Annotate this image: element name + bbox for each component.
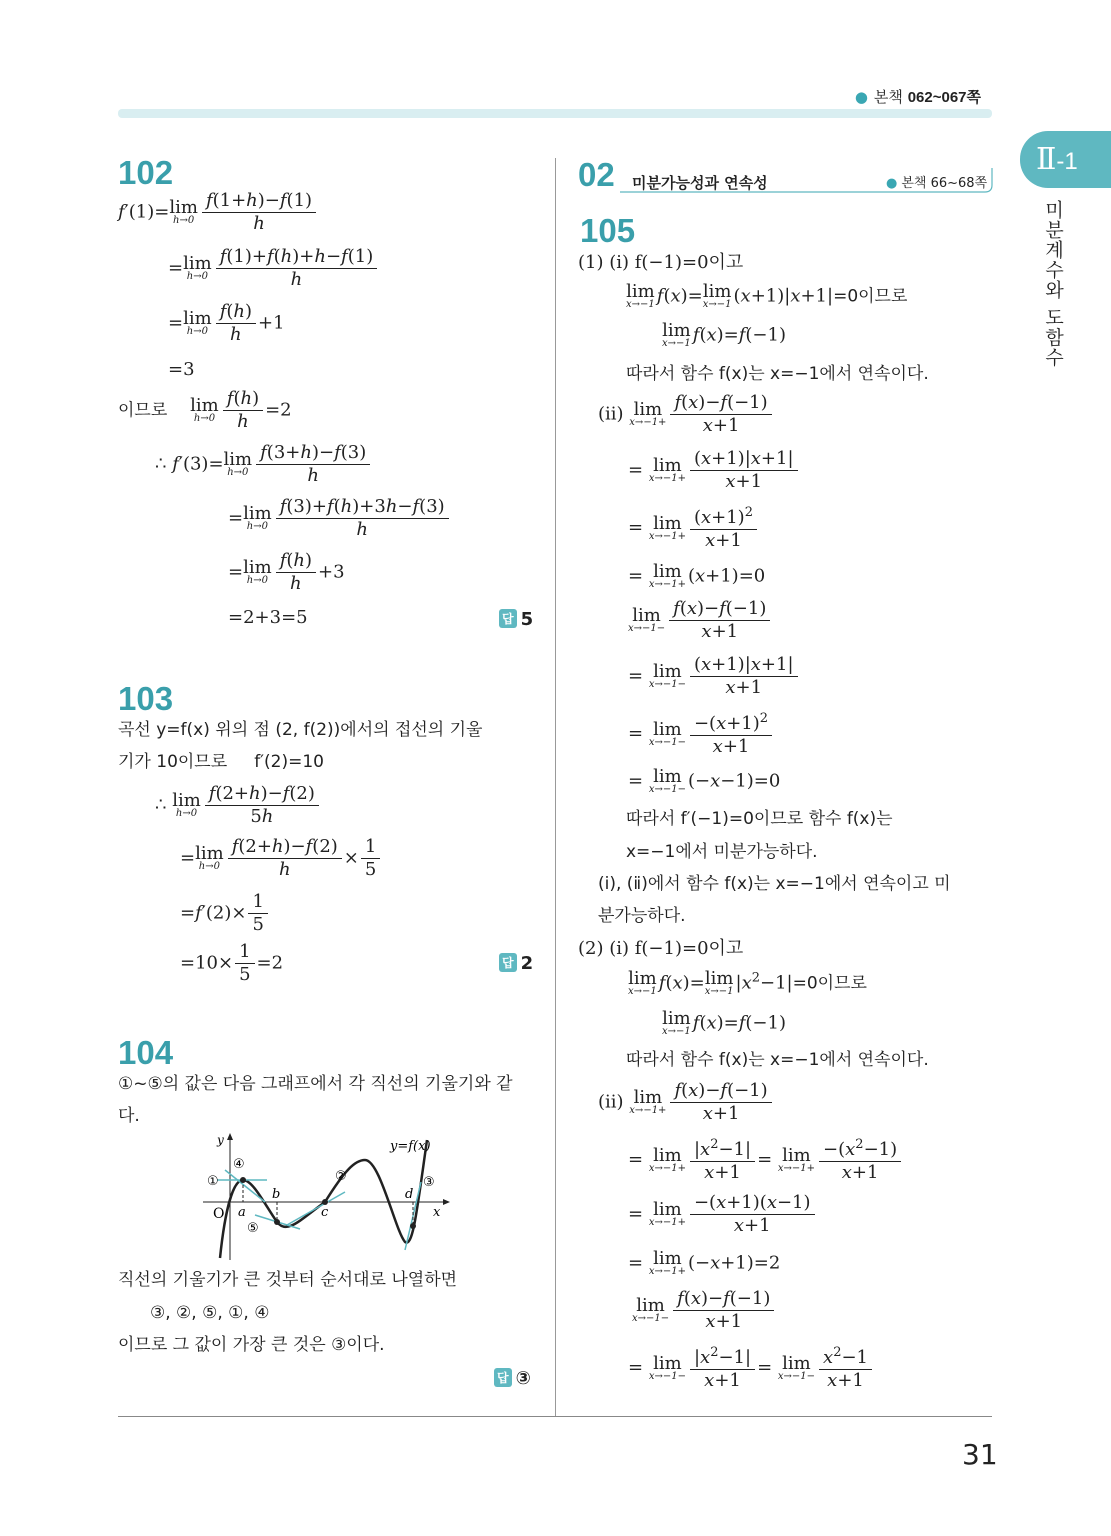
x-label: x: [433, 1205, 441, 1220]
eq-105-7: = lim x→−1+ $\frac{(x+1)^2}{x+1}$: [628, 506, 759, 550]
eq-105-8: = lim x→−1+ (x+1)=0: [628, 561, 766, 590]
eq-105-25: = lim x→−1− $\frac{|x^2-1|}{x+1}$ = lim x→−1− $\frac{x^2-1}{x+1}$: [628, 1346, 874, 1390]
curve: [220, 1140, 427, 1258]
label-a: a: [238, 1205, 246, 1220]
eq-105-21: = lim x→−1+ $\frac{|x^2-1|}{x+1}$ = lim x→−1+ $\frac{-(x^2-1)}{x+1}$: [628, 1138, 903, 1182]
top-bar: [118, 109, 992, 118]
text-105-13: x=−1에서 미분가능하다.: [626, 842, 818, 862]
text-104-2: 다.: [118, 1106, 140, 1126]
marker-2: ②: [335, 1169, 347, 1184]
text-103-1: 곡선 y=f(x) 위의 점 (2, f(2))에서의 접선의 기울: [118, 720, 483, 740]
answer-102: [499, 609, 533, 630]
eq-105-12: = lim x→−1− (−x−1)=0: [628, 766, 781, 795]
eq-105-23: = lim x→−1+ (−x+1)=2: [628, 1248, 781, 1277]
text-104-1: ①~⑤의 값은 다음 그래프에서 각 직선의 기울기와 같: [118, 1074, 513, 1094]
eq-102-9: =2+3=5: [228, 607, 308, 628]
eq-105-6: = lim x→−1+ $\frac{(x+1)|x+1|}{x+1}$: [628, 450, 800, 491]
text-105-4: 따라서 함수 f(x)는 x=−1에서 연속이다.: [626, 364, 929, 384]
eq-103-2: = lim h→0 $\frac{f(2+h)-f(2)}{h}$ × $\frac{1}{5}$: [180, 838, 382, 879]
header-reference: [855, 86, 981, 107]
eq-105-18: lim x→−1 f(x)=f(−1): [662, 1008, 786, 1037]
marker-1: ①: [207, 1174, 219, 1189]
eq-105-22: = lim x→−1+ $\frac{-(x+1)(x-1)}{x+1}$: [628, 1194, 817, 1235]
marker-5: ⑤: [247, 1221, 259, 1236]
eq-105-24: lim x→−1− $\frac{f(x)-f(-1)}{x+1}$: [632, 1290, 776, 1331]
answer-value: ③: [515, 1368, 531, 1389]
answer-label: 답: [494, 1368, 512, 1387]
text-103-2: [118, 754, 324, 771]
label-b: b: [272, 1187, 281, 1202]
section-ref-text: 본책 66~68쪽: [901, 176, 988, 191]
text-104-3: 직선의 기울기가 큰 것부터 순서대로 나열하면: [118, 1270, 458, 1290]
text-105-14: (ⅰ), (ⅱ)에서 함수 f(x)는 x=−1에서 연속이고 미: [598, 874, 951, 894]
x-arrow-icon: [443, 1199, 450, 1205]
chapter-sub: -1: [1056, 148, 1078, 175]
eq-105-3: lim x→−1 f(x)=f(−1): [662, 320, 786, 349]
chapter-title: 미분계수와 도함수: [1042, 200, 1064, 368]
problem-103-number: 103: [118, 680, 174, 717]
point-b: [274, 1219, 280, 1225]
conj-102: 이므로: [118, 400, 168, 421]
answer-label: 답: [499, 953, 517, 972]
eq-105-9: lim x→−1− $\frac{f(x)-f(-1)}{x+1}$: [628, 600, 772, 641]
answer-value: 2: [520, 953, 534, 974]
answer-103: [499, 953, 533, 974]
chapter-roman: Ⅱ: [1036, 142, 1057, 177]
section-number: 02: [578, 156, 615, 193]
label-ii: (ⅱ): [598, 403, 624, 425]
eq-105-20: (ⅱ) lim x→−1+ $\frac{f(x)-f(-1)}{x+1}$: [598, 1082, 774, 1123]
problem-102-number: 102: [118, 154, 174, 191]
eq-102-3: = lim h→0 $\frac{f(h)}{h}$ +1: [168, 301, 285, 345]
graph-104: [195, 1130, 455, 1265]
text-105-17-tail: =0이므로: [792, 973, 867, 994]
answer-value: 5: [520, 609, 534, 630]
section-underline: [620, 158, 995, 194]
bullet-icon: ●: [854, 88, 868, 106]
text-103-2b: f′(2)=10: [254, 752, 324, 772]
y-label: y: [217, 1133, 224, 1147]
page-number: 31: [962, 1438, 998, 1471]
text-104-5: 이므로 그 값이 가장 큰 것은 ③이다.: [118, 1335, 385, 1355]
eq-102-2: = lim h→0 $\frac{f(1)+f(h)+h-f(1)}{h}$: [168, 248, 379, 289]
origin-label: O: [213, 1206, 225, 1222]
marker-4: ④: [233, 1157, 245, 1172]
problem-105-number: 105: [580, 212, 636, 249]
marker-3: ③: [423, 1175, 435, 1190]
label-d: d: [405, 1187, 414, 1202]
eq-103-1: ∴ lim h→0 $\frac{f(2+h)-f(2)}{5h}$: [155, 785, 321, 826]
label-ii-2: (ⅱ): [598, 1091, 624, 1113]
chapter-tab: [1020, 131, 1111, 188]
point-d: [410, 1223, 416, 1229]
eq-105-11: = lim x→−1− $\frac{-(x+1)^2}{x+1}$: [628, 712, 774, 756]
eq-102-5: 이므로 lim h→0 $\frac{f(h)}{h}$ =2: [118, 388, 292, 432]
problem-104-number: 104: [118, 1034, 174, 1071]
answer-label: 답: [499, 609, 517, 628]
answer-104: [494, 1368, 531, 1389]
eq-102-1: f′(1)= lim h→0 $\frac{f(1+h)-f(1)}{h}$: [118, 192, 318, 233]
eq-105-2: lim x→−1 f(x)= lim x→−1 (x+1)|x+1|=0이므로: [626, 281, 908, 310]
column-divider: [555, 158, 556, 1416]
header-ref-pages: 062~067쪽: [907, 89, 981, 106]
text-105-2-tail: =0이므로: [833, 286, 908, 307]
tangent-2: [287, 1192, 345, 1225]
point-a: [240, 1177, 246, 1183]
eq-102-4: =3: [168, 359, 195, 380]
eq-102-8: = lim h→0 $\frac{f(h)}{h}$ +3: [228, 550, 345, 594]
eq-102-7: = lim h→0 $\frac{f(3)+f(h)+3h-f(3)}{h}$: [228, 498, 451, 539]
eq-105-17: lim x→−1 f(x)= lim x→−1 $|x^2-1|=0$이므로: [628, 968, 867, 997]
text-103-2a: 기가 10이므로: [118, 752, 228, 772]
eq-103-4: =10× $\frac{1}{5}$ =2: [180, 941, 284, 985]
bottom-rule: [118, 1416, 992, 1417]
bullet-icon: ●: [886, 176, 898, 191]
header-ref-label: 본책: [873, 89, 903, 106]
text-105-15: 분가능하다.: [598, 906, 686, 926]
text-105-12: 따라서 f′(−1)=0이므로 함수 f(x)는: [626, 809, 893, 829]
y-arrow-icon: [227, 1133, 233, 1140]
label-c: c: [321, 1205, 329, 1220]
curve-label: y=f(x): [390, 1139, 431, 1154]
text-105-1: (1) (ⅰ) f(−1)=0이고: [578, 252, 744, 273]
text-105-19: 따라서 함수 f(x)는 x=−1에서 연속이다.: [626, 1050, 929, 1070]
eq-103-3: =f′(2)× $\frac{1}{5}$: [180, 893, 270, 934]
section-title: 미분가능성과 연속성: [632, 174, 768, 192]
eq-102-6: ∴ f′(3)= lim h→0 $\frac{f(3+h)-f(3)}{h}$: [155, 444, 372, 485]
text-104-4: ③, ②, ⑤, ①, ④: [150, 1303, 270, 1323]
text-105-16: (2) (ⅰ) f(−1)=0이고: [578, 938, 744, 959]
eq-105-5: (ⅱ) lim x→−1+ $\frac{f(x)-f(-1)}{x+1}$: [598, 394, 774, 435]
eq-105-10: = lim x→−1− $\frac{(x+1)|x+1|}{x+1}$: [628, 656, 800, 697]
